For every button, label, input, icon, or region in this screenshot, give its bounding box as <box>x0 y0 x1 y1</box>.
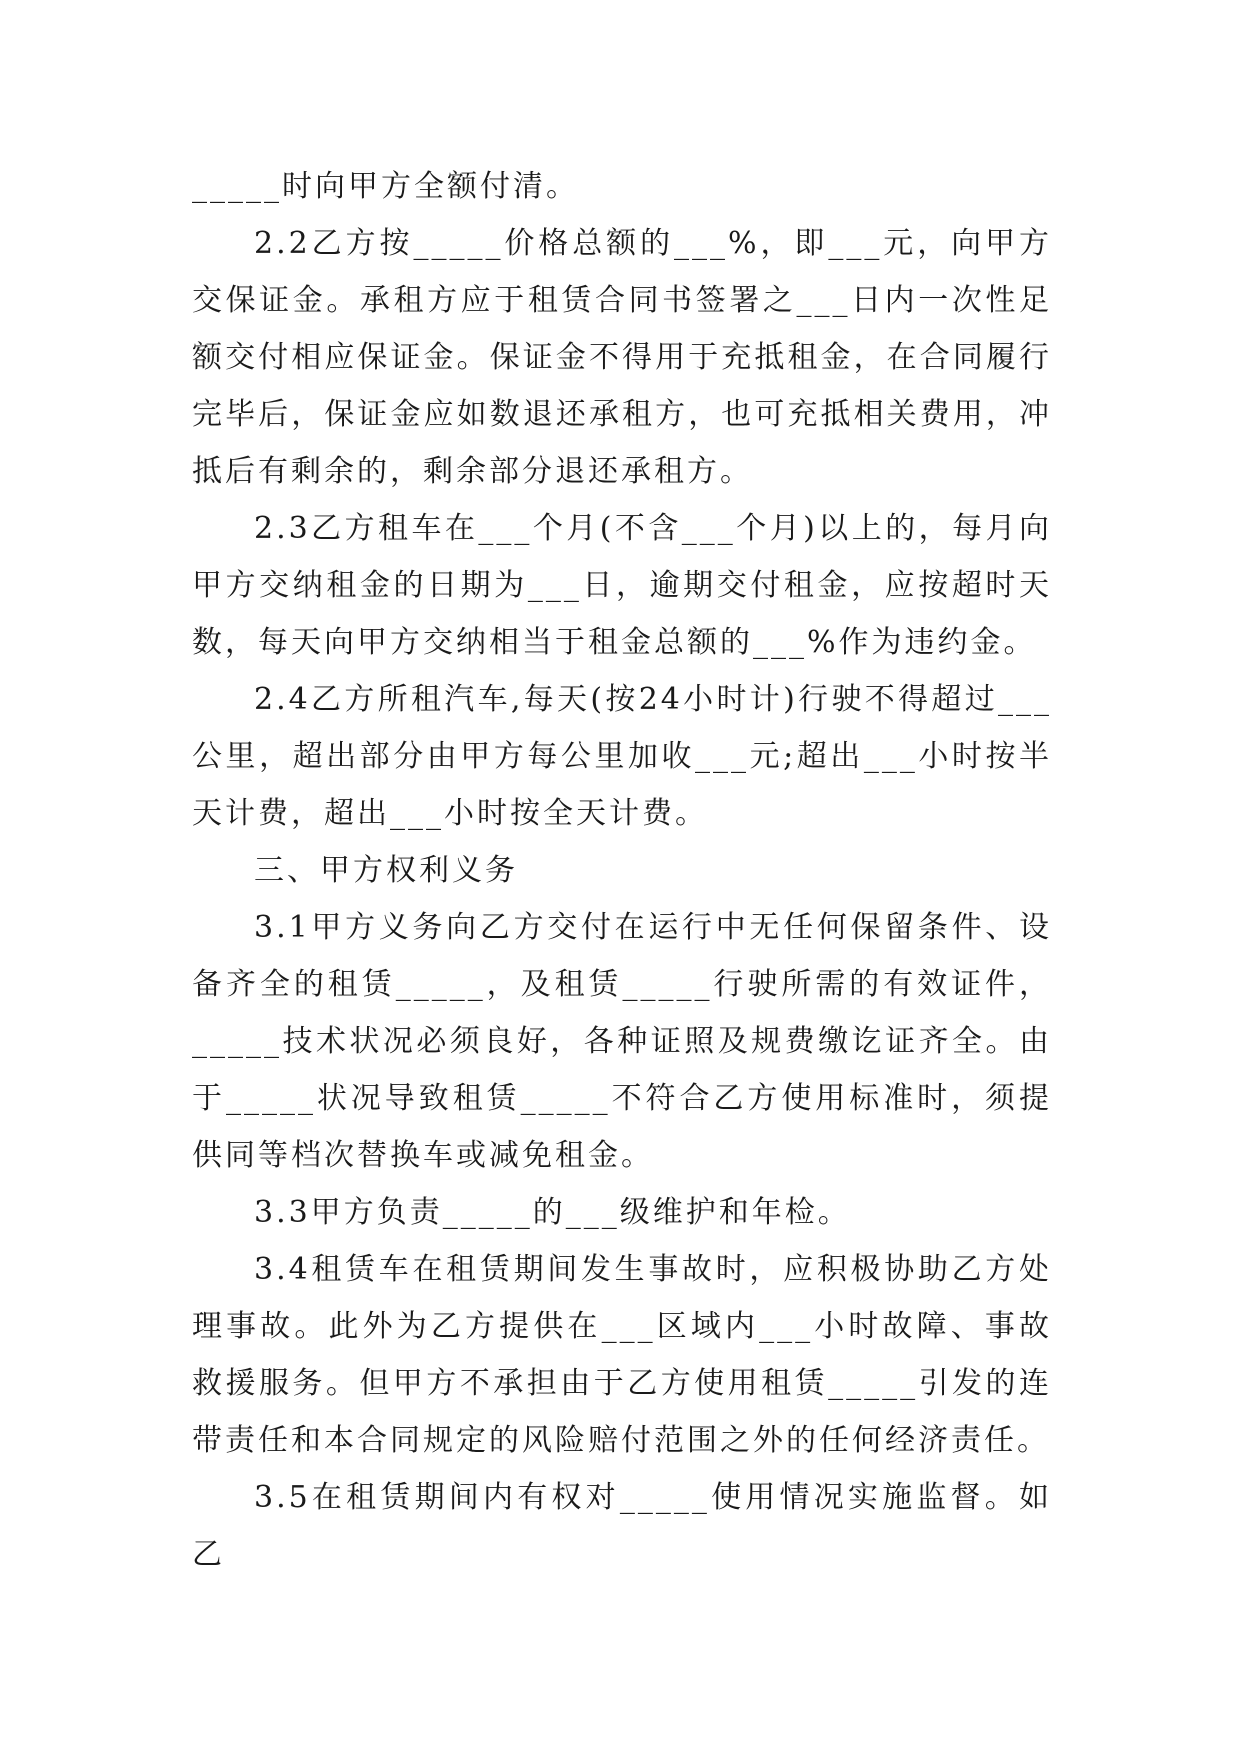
paragraph-3-5-supervision: 3.5在租赁期间内有权对_____使用情况实施监督。如乙 <box>192 1480 1052 1572</box>
paragraph-2-4-mileage-limit: 2.4乙方所租汽车,每天(按24小时计)行驶不得超过___公里，超出部分由甲方每公里加收___元;超出___小时按半天计费，超出___小时按全天计费。 <box>192 682 1052 831</box>
paragraph-2-3-monthly-rent: 2.3乙方租车在___个月(不含___个月)以上的，每月向甲方交纳租金的日期为___日，逾期交付租金，应按超时天数，每天向甲方交纳相当于租金总额的___%作为违约金。 <box>192 511 1052 660</box>
paragraph-2-2-deposit: 2.2乙方按_____价格总额的___%，即___元，向甲方交保证金。承租方应于租赁合同书签署之___日内一次性足额交付相应保证金。保证金不得用于充抵租金，在合同履行完毕后，保证金应如数退还承租方，也可充抵相关费用，冲抵后有剩余的，剩余部分退还承租方。 <box>192 226 1052 489</box>
paragraph-3-4-accidents: 3.4租赁车在租赁期间发生事故时，应积极协助乙方处理事故。此外为乙方提供在___区域内___小时故障、事故救援服务。但甲方不承担由于乙方使用租赁_____引发的连带责任和本合同规定的风险赔付范围之外的任何经济责任。 <box>192 1252 1052 1458</box>
paragraph-3-3-maintenance: 3.3甲方负责_____的___级维护和年检。 <box>254 1195 851 1230</box>
paragraph-3-1-party-a-obligations: 3.1甲方义务向乙方交付在运行中无任何保留条件、设备齐全的租赁_____，及租赁_____行驶所需的有效证件，_____技术状况必须良好，各种证照及规费缴讫证齐全。由于_____状况导致租赁_____不符合乙方使用标准时，须提供同等档次替换车或减免租金。 <box>192 910 1052 1173</box>
document-body <box>192 158 1052 1583</box>
paragraph-payment-end: _____时向甲方全额付清。 <box>192 169 579 204</box>
section-heading-party-a-rights: 三、甲方权利义务 <box>254 853 518 888</box>
